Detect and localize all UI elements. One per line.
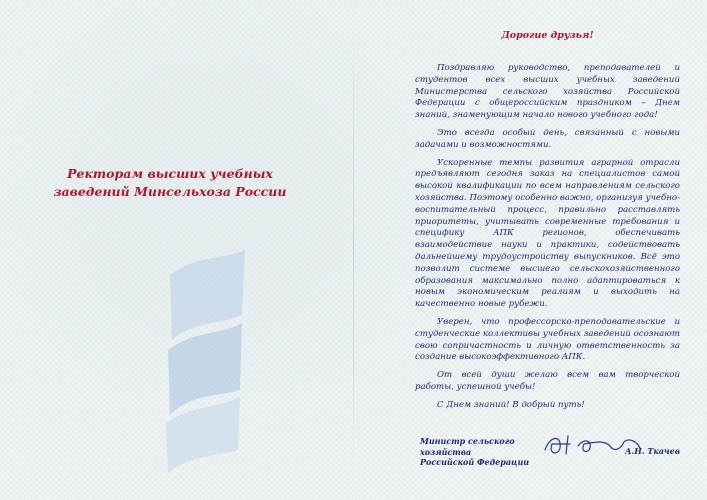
paragraph-5: От всей души желаю всем вам творческой работы, успешной учебы!	[415, 370, 680, 392]
paragraph-2: Это всегда особый день, связанный с новыми задачами и возможностями.	[415, 127, 680, 150]
letter-body	[415, 30, 680, 412]
signatory-position	[420, 436, 550, 468]
addressee-line-1: Ректорам высших учебных	[67, 166, 273, 181]
paragraph-4: Уверен, что профессорско-преподавательские и студенческие коллективы учебных заведений осознают свою сопричастность и личную ответственность за создание высокоэффективного АПК.	[415, 316, 680, 363]
paragraph-1: Поздравляю руководство, преподавателей и студентов всех высших учебных заведений Министерства сельского хозяйства Российской Федерации с общероссийским праздником – Днем знаний, знаменующим начало нового учебного года!	[415, 63, 680, 121]
addressee-line-2: заведений Минсельхоза России	[53, 184, 287, 199]
position-line-1: Министр сельского хозяйства	[420, 436, 515, 457]
page-fold	[353, 0, 354, 500]
signature-block	[420, 436, 680, 472]
salutation: Дорогие друзья!	[501, 30, 594, 41]
paragraph-3: Ускоренные темпы развития аграрной отрасли предъявляют сегодня заказ на специалистов самой высокой квалификации по всем направлениям сельского хозяйства. Поэтому особенно важно, организуя учебно-воспитательный процесс, правильно расставлять приоритеты, учитывать современные требования и специфику АПК регионов, обеспечивать взаимодействие науки и практики, содействовать дальнейшему трудоустройству выпускников. Всё это позволит системе высшего сельскохозяйственного образования максимально полно адаптироваться к новым экономическим реалиям и выходить на качественно новые рубежи.	[415, 157, 680, 310]
closing-line: С Днем знаний! В добрый путь!	[437, 399, 585, 410]
ministry-emblem-watermark	[150, 245, 250, 475]
signatory-name: А.Н. Ткачев	[624, 446, 680, 456]
addressee-title	[40, 165, 300, 201]
position-line-2: Российской Федерации	[420, 457, 530, 467]
